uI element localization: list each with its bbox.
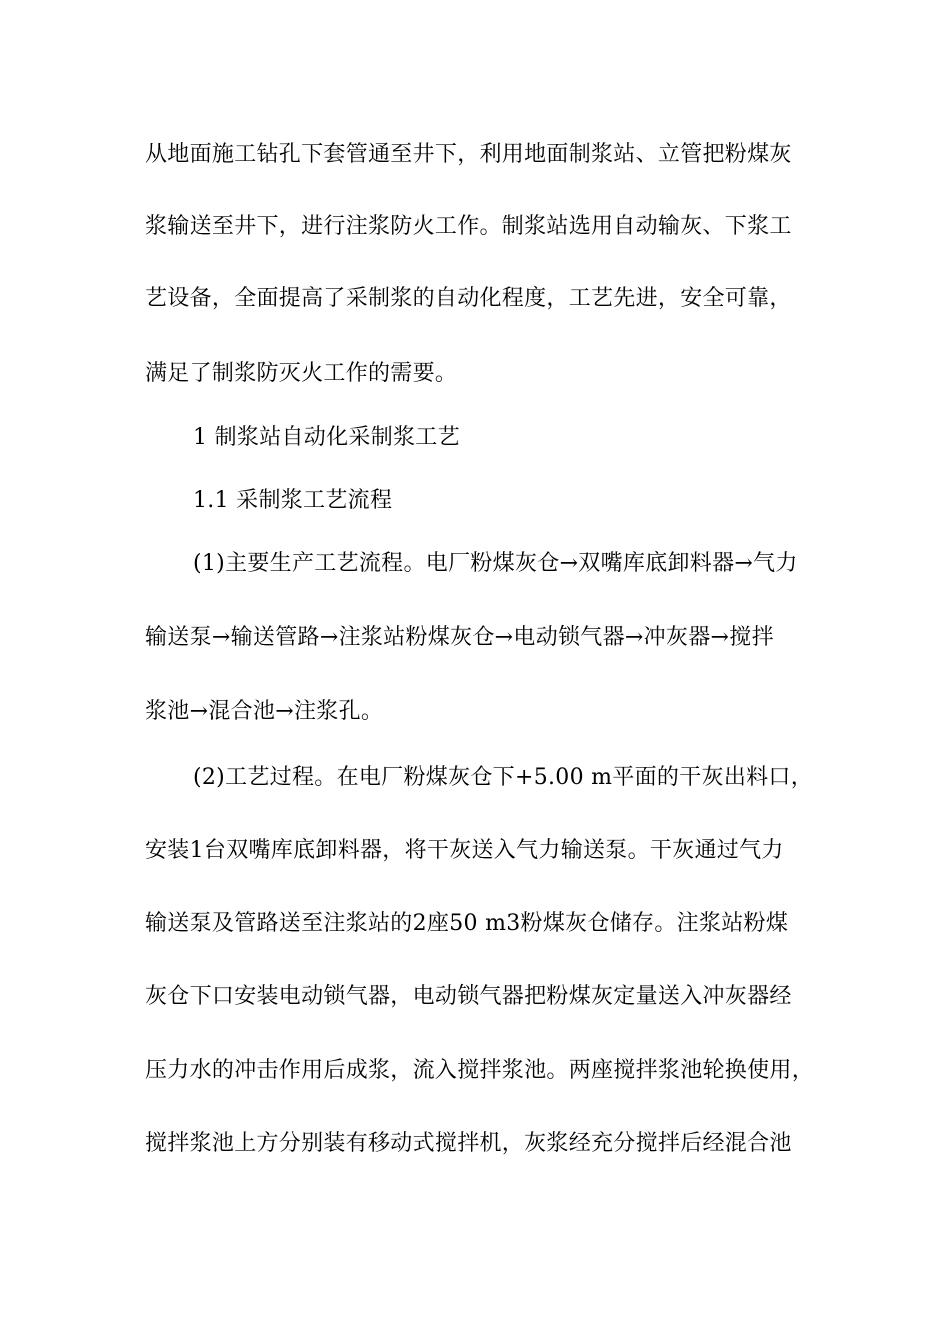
- paragraph-line: 压力水的冲击作用后成浆，流入搅拌浆池。两座搅拌浆池轮换使用，: [145, 1058, 815, 1083]
- paragraph-line: 安装1台双嘴库底卸料器，将干灰送入气力输送泵。干灰通过气力: [145, 838, 784, 863]
- paragraph-line: 灰仓下口安装电动锁气器，电动锁气器把粉煤灰定量送入冲灰器经: [145, 984, 792, 1009]
- subsection-heading: 1.1 采制浆工艺流程: [193, 488, 393, 513]
- paragraph-line: 搅拌浆池上方分别装有移动式搅拌机，灰浆经充分搅拌后经混合池: [145, 1131, 792, 1156]
- paragraph-line: 从地面施工钻孔下套管通至井下，利用地面制浆站、立管把粉煤灰: [145, 142, 792, 167]
- paragraph-line: (2)工艺过程。在电厂粉煤灰仓下+5.00 m平面的干灰出料口，: [193, 765, 814, 790]
- paragraph-line: 输送泵及管路送至注浆站的2座50 m3粉煤灰仓储存。注浆站粉煤: [145, 911, 789, 936]
- paragraph-line: 浆输送至井下，进行注浆防火工作。制浆站选用自动输灰、下浆工: [145, 214, 792, 239]
- paragraph-line: 艺设备，全面提高了采制浆的自动化程度，工艺先进，安全可靠，: [145, 286, 792, 311]
- section-heading: 1 制浆站自动化采制浆工艺: [193, 425, 460, 450]
- paragraph-line: 浆池→混合池→注浆孔。: [145, 699, 384, 724]
- paragraph-line: 满足了制浆防灭火工作的需要。: [145, 361, 458, 386]
- paragraph-line: (1)主要生产工艺流程。电厂粉煤灰仓→双嘴库底卸料器→气力: [193, 551, 798, 576]
- paragraph-line: 输送泵→输送管路→注浆站粉煤灰仓→电动锁气器→冲灰器→搅拌: [145, 625, 774, 650]
